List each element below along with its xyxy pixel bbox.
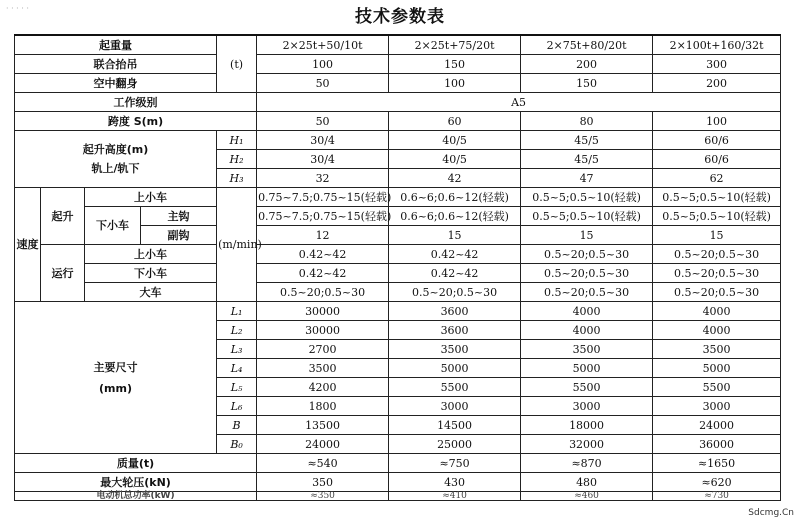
row-label: 电动机总功率(kW): [15, 492, 257, 501]
lifting-label: 起升: [41, 188, 85, 245]
row-label: 下小车: [85, 264, 217, 283]
value-cell: 62: [653, 169, 781, 188]
value-cell: 0.5~20;0.5~30: [257, 283, 389, 302]
value-cell: 0.5~5;0.5~10(轻载): [521, 188, 653, 207]
row-label: [15, 131, 217, 188]
value-cell: 0.5~20;0.5~30: [389, 283, 521, 302]
dims-sublabel: (mm): [99, 381, 133, 395]
value-cell: ≈730: [653, 492, 781, 501]
value-cell: 150: [389, 55, 521, 74]
unit-label: (m/min): [217, 188, 257, 302]
sub-label: L₁: [217, 302, 257, 321]
value-cell: 0.5~20;0.5~30: [653, 264, 781, 283]
row-label: 质量(t): [15, 454, 257, 473]
value-cell: 30/4: [257, 131, 389, 150]
value-cell: A5: [257, 93, 781, 112]
value-cell: 60/6: [653, 150, 781, 169]
row-label: 联合抬吊: [15, 55, 217, 74]
value-cell: 0.5~20;0.5~30: [521, 245, 653, 264]
corner-artifact: · · · · ·: [6, 4, 29, 13]
value-cell: 0.5~20;0.5~30: [653, 245, 781, 264]
value-cell: 3500: [521, 340, 653, 359]
dims-label: 主要尺寸: [93, 360, 138, 374]
value-cell: 1800: [257, 397, 389, 416]
value-cell: 0.6~6;0.6~12(轻载): [389, 188, 521, 207]
value-cell: ≈620: [653, 473, 781, 492]
value-cell: 100: [257, 55, 389, 74]
spec-table: [14, 34, 781, 501]
value-cell: 40/5: [389, 131, 521, 150]
value-cell: 30000: [257, 302, 389, 321]
value-cell: 5000: [389, 359, 521, 378]
value-cell: 0.42~42: [389, 264, 521, 283]
row-label: [15, 302, 217, 454]
value-cell: 0.6~6;0.6~12(轻载): [389, 207, 521, 226]
value-cell: 0.42~42: [257, 245, 389, 264]
sub-label: L₄: [217, 359, 257, 378]
sub-label: H₁: [217, 131, 257, 150]
table-row: [15, 264, 781, 283]
sub-label: L₃: [217, 340, 257, 359]
value-cell: 3000: [521, 397, 653, 416]
row-label: 空中翻身: [15, 74, 217, 93]
value-cell: 5500: [521, 378, 653, 397]
value-cell: 30000: [257, 321, 389, 340]
value-cell: 42: [389, 169, 521, 188]
value-cell: 45/5: [521, 150, 653, 169]
table-row: [15, 245, 781, 264]
value-cell: ≈460: [521, 492, 653, 501]
value-cell: 5500: [389, 378, 521, 397]
row-label: 下小车: [85, 207, 141, 245]
table-row: [15, 188, 781, 207]
value-cell: 200: [653, 74, 781, 93]
value-cell: 3500: [389, 340, 521, 359]
value-cell: 0.5~20;0.5~30: [521, 264, 653, 283]
value-cell: 480: [521, 473, 653, 492]
value-cell: 47: [521, 169, 653, 188]
value-cell: ≈750: [389, 454, 521, 473]
value-cell: 0.5~5;0.5~10(轻载): [653, 188, 781, 207]
value-cell: 4000: [521, 321, 653, 340]
value-cell: 4000: [653, 321, 781, 340]
sub-label: B: [217, 416, 257, 435]
value-cell: 3500: [653, 340, 781, 359]
table-row: [15, 283, 781, 302]
unit-label: (t): [217, 35, 257, 93]
value-cell: 25000: [389, 435, 521, 454]
row-label: 大车: [85, 283, 217, 302]
value-cell: ≈350: [257, 492, 389, 501]
table-row: [15, 112, 781, 131]
lift-height-sublabel: 轨上/轨下: [91, 162, 140, 175]
value-cell: ≈540: [257, 454, 389, 473]
table-row: [15, 93, 781, 112]
table-row: [15, 131, 781, 150]
row-label: 上小车: [85, 188, 217, 207]
value-cell: 12: [257, 226, 389, 245]
table-row: [15, 302, 781, 321]
value-cell: 0.42~42: [257, 264, 389, 283]
value-cell: 3600: [389, 302, 521, 321]
table-row: [15, 492, 781, 501]
model-cell: 2×25t+50/10t: [257, 35, 389, 55]
model-cell: 2×25t+75/20t: [389, 35, 521, 55]
table-row: [15, 55, 781, 74]
sub-label: L₆: [217, 397, 257, 416]
table-row: [15, 207, 781, 226]
value-cell: 4200: [257, 378, 389, 397]
value-cell: 15: [389, 226, 521, 245]
row-label: 最大轮压(kN): [15, 473, 257, 492]
value-cell: 0.42~42: [389, 245, 521, 264]
value-cell: 24000: [653, 416, 781, 435]
speed-label: 速度: [15, 188, 41, 302]
sub-label: H₂: [217, 150, 257, 169]
model-cell: 2×75t+80/20t: [521, 35, 653, 55]
row-label: 上小车: [85, 245, 217, 264]
value-cell: 300: [653, 55, 781, 74]
value-cell: 0.5~20;0.5~30: [653, 283, 781, 302]
value-cell: 14500: [389, 416, 521, 435]
sub-label: B₀: [217, 435, 257, 454]
sub-label: H₃: [217, 169, 257, 188]
value-cell: 15: [521, 226, 653, 245]
travel-label: 运行: [41, 245, 85, 302]
value-cell: 50: [257, 112, 389, 131]
value-cell: 45/5: [521, 131, 653, 150]
sub-label: L₂: [217, 321, 257, 340]
table-row: [15, 74, 781, 93]
value-cell: 0.5~5;0.5~10(轻载): [521, 207, 653, 226]
value-cell: 100: [653, 112, 781, 131]
value-cell: ≈1650: [653, 454, 781, 473]
value-cell: 5500: [653, 378, 781, 397]
model-cell: 2×100t+160/32t: [653, 35, 781, 55]
value-cell: 0.75~7.5;0.75~15(轻载): [257, 207, 389, 226]
row-label: 起重量: [15, 35, 217, 55]
value-cell: 430: [389, 473, 521, 492]
value-cell: 150: [521, 74, 653, 93]
value-cell: 3000: [389, 397, 521, 416]
row-label: 工作级别: [15, 93, 257, 112]
value-cell: 200: [521, 55, 653, 74]
value-cell: 32000: [521, 435, 653, 454]
value-cell: 5000: [653, 359, 781, 378]
value-cell: 100: [389, 74, 521, 93]
value-cell: 350: [257, 473, 389, 492]
page-title: 技术参数表: [355, 7, 445, 27]
table-row: [15, 35, 781, 55]
value-cell: 5000: [521, 359, 653, 378]
value-cell: 15: [653, 226, 781, 245]
table-row: [15, 473, 781, 492]
value-cell: 4000: [521, 302, 653, 321]
value-cell: 36000: [653, 435, 781, 454]
row-label: 跨度 S(m): [15, 112, 257, 131]
value-cell: 60: [389, 112, 521, 131]
value-cell: 0.5~20;0.5~30: [521, 283, 653, 302]
value-cell: 13500: [257, 416, 389, 435]
value-cell: 0.75~7.5;0.75~15(轻载): [257, 188, 389, 207]
row-label: 副钩: [141, 226, 217, 245]
value-cell: ≈410: [389, 492, 521, 501]
row-label: 主钩: [141, 207, 217, 226]
value-cell: 80: [521, 112, 653, 131]
value-cell: 2700: [257, 340, 389, 359]
value-cell: 3000: [653, 397, 781, 416]
watermark: Sdcmg.Cn: [748, 508, 794, 518]
lift-height-label: 起升高度(m): [82, 143, 149, 156]
value-cell: 3600: [389, 321, 521, 340]
value-cell: 24000: [257, 435, 389, 454]
value-cell: 18000: [521, 416, 653, 435]
value-cell: ≈870: [521, 454, 653, 473]
sub-label: L₅: [217, 378, 257, 397]
value-cell: 30/4: [257, 150, 389, 169]
value-cell: 0.5~5;0.5~10(轻载): [653, 207, 781, 226]
value-cell: 32: [257, 169, 389, 188]
value-cell: 3500: [257, 359, 389, 378]
value-cell: 60/6: [653, 131, 781, 150]
value-cell: 50: [257, 74, 389, 93]
table-row: [15, 454, 781, 473]
value-cell: 40/5: [389, 150, 521, 169]
value-cell: 4000: [653, 302, 781, 321]
